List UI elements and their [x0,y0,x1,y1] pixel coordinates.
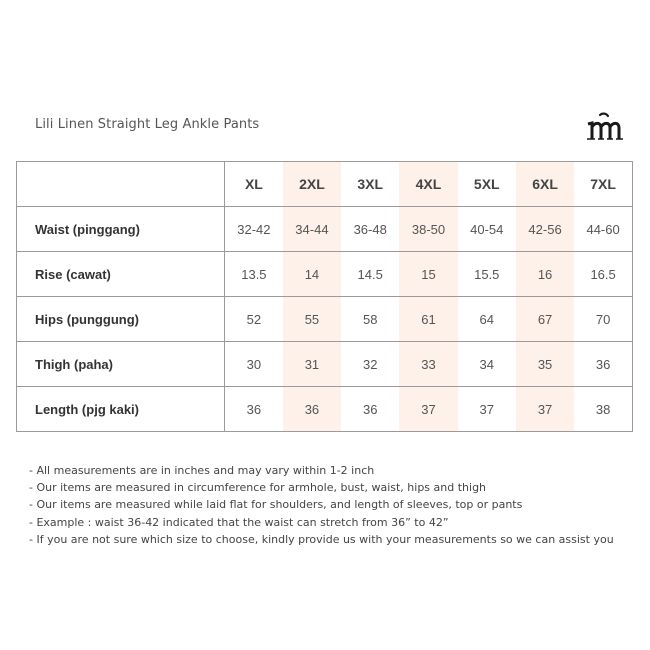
table-cell: 34 [458,342,516,387]
table-row [17,207,633,252]
page-title: Lili Linen Straight Leg Ankle Pants [35,117,260,132]
note-line: - Our items are measured while laid flat for shoulders, and length of sleeves, top or pants [29,498,523,512]
table-header-row [17,162,633,207]
size-header-2xl: 2XL [283,162,341,207]
size-chart-table [16,161,633,432]
row-label-length: Length (pjg kaki) [17,387,225,432]
table-cell: 14 [283,252,341,297]
table-cell: 61 [399,297,457,342]
size-header-6xl: 6XL [516,162,574,207]
table-cell: 58 [341,297,399,342]
brand-m-logo-icon [586,112,624,142]
table-cell: 36 [574,342,632,387]
table-cell: 70 [574,297,632,342]
note-line: - All measurements are in inches and may vary within 1-2 inch [29,464,375,477]
table-cell: 36 [225,387,283,432]
table-cell: 16 [516,252,574,297]
table-row [17,297,633,342]
table-cell: 37 [399,387,457,432]
size-header-5xl: 5XL [458,162,516,207]
table-cell: 36 [283,387,341,432]
table-cell: 30 [225,342,283,387]
measurement-notes [29,462,614,548]
table-cell: 15 [399,252,457,297]
table-row [17,342,633,387]
row-label-thigh: Thigh (paha) [17,342,225,387]
table-cell: 13.5 [225,252,283,297]
row-label-rise: Rise (cawat) [17,252,225,297]
table-cell: 40-54 [458,207,516,252]
table-cell: 55 [283,297,341,342]
table-cell: 35 [516,342,574,387]
note-line: - If you are not sure which size to choose, kindly provide us with your measurements so we can assist you [29,532,614,546]
table-cell: 36 [341,387,399,432]
row-label-waist: Waist (pinggang) [17,207,225,252]
note-line: - Example : waist 36-42 indicated that the waist can stretch from 36” to 42” [29,515,449,529]
table-row [17,387,633,432]
table-cell: 14.5 [341,252,399,297]
table-cell: 33 [399,342,457,387]
size-header-4xl: 4XL [399,162,457,207]
table-row [17,252,633,297]
table-cell: 37 [458,387,516,432]
row-label-hips: Hips (punggung) [17,297,225,342]
table-cell: 32 [341,342,399,387]
table-cell: 34-44 [283,207,341,252]
table-cell: 16.5 [574,252,632,297]
table-cell: 38 [574,387,632,432]
table-cell: 31 [283,342,341,387]
table-cell: 44-60 [574,207,632,252]
size-header-7xl: 7XL [574,162,632,207]
table-cell: 32-42 [225,207,283,252]
table-cell: 38-50 [399,207,457,252]
table-cell: 67 [516,297,574,342]
table-cell: 52 [225,297,283,342]
table-cell: 37 [516,387,574,432]
size-header-xl: XL [225,162,283,207]
header-blank-cell [17,162,225,207]
table-cell: 42-56 [516,207,574,252]
note-line: - Our items are measured in circumference for armhole, bust, waist, hips and thigh [29,481,487,495]
size-header-3xl: 3XL [341,162,399,207]
table-cell: 15.5 [458,252,516,297]
table-cell: 64 [458,297,516,342]
table-cell: 36-48 [341,207,399,252]
